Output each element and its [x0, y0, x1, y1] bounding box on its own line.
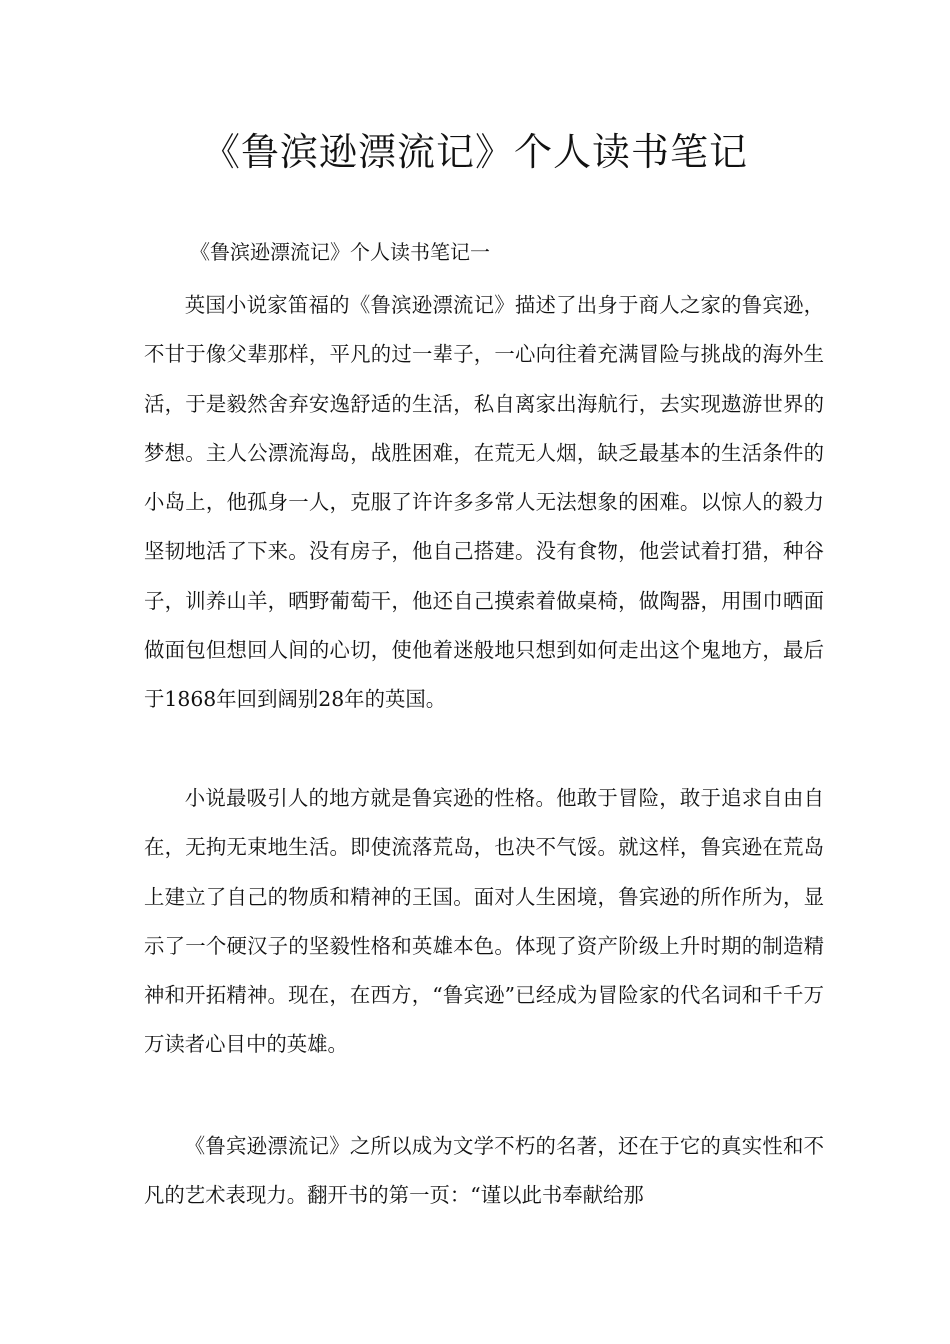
document-title: 《鲁滨逊漂流记》个人读书笔记 [201, 130, 748, 174]
paragraph-3: 《鲁宾逊漂流记》之所以成为文学不朽的名著，还在于它的真实性和不凡的艺术表现力。翻开书的第一页：“谨以此书奉献给那 [144, 1134, 824, 1208]
paragraph-1: 英国小说家笛福的《鲁滨逊漂流记》描述了出身于商人之家的鲁宾逊，不甘于像父辈那样，平凡的过一辈子，一心向往着充满冒险与挑战的海外生活，于是毅然舍弃安逸舒适的生活，私自离家出海航行，去实现遨游世界的梦想。主人公漂流海岛，战胜困难，在荒无人烟，缺乏最基本的生活条件的小岛上，他孤身一人，克服了许许多多常人无法想象的困难。以惊人的毅力坚韧地活了下来。没有房子，他自己搭建。没有食物，他尝试着打猎，种谷子，训养山羊，晒野葡萄干，他还自己摸索着做桌椅，做陶器，用围巾晒面做面包但想回人间的心切，使他着迷般地只想到如何走出这个鬼地方，最后于1868年回到阔别28年的英国。 [144, 293, 824, 712]
section-heading: 《鲁滨逊漂流记》个人读书笔记一 [190, 240, 490, 264]
paragraph-2: 小说最吸引人的地方就是鲁宾逊的性格。他敢于冒险，敢于追求自由自在，无拘无束地生活。即使流落荒岛，也决不气馁。就这样，鲁宾逊在荒岛上建立了自己的物质和精神的王国。面对人生困境，鲁宾逊的所作所为，显示了一个硬汉子的坚毅性格和英雄本色。体现了资产阶级上升时期的制造精神和开拓精神。现在，在西方，“鲁宾逊”已经成为冒险家的代名词和千千万万读者心目中的英雄。 [144, 786, 824, 1057]
